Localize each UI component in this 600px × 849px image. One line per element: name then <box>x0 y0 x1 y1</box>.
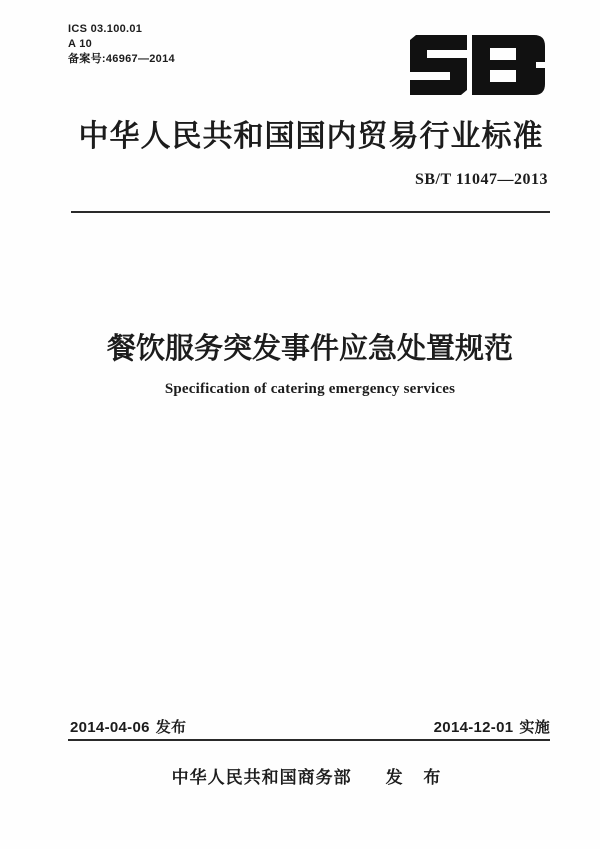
publisher-line <box>60 763 560 788</box>
issue-date-value: 2014-04-06 <box>70 719 150 736</box>
ics-code: ICS 03.100.01 <box>68 23 143 35</box>
implementation-date-value: 2014-12-01 <box>433 719 514 736</box>
date-row <box>70 716 550 737</box>
sb-logo-icon <box>410 34 545 96</box>
document-title-en: Specification of catering emergency services <box>164 381 456 397</box>
header-divider <box>71 211 550 213</box>
standard-org-title: 中华人民共和国国内贸易行业标准 <box>78 120 544 153</box>
standard-number: SB/T 11047—2013 <box>414 171 548 188</box>
implementation-date-label: 实施 <box>519 719 550 736</box>
issue-date-label: 发布 <box>155 719 187 736</box>
publisher-name: 中华人民共和国商务部 <box>171 768 352 787</box>
issue-date <box>70 716 186 737</box>
document-title-cn: 餐饮服务突发事件应急处置规范 <box>106 333 513 365</box>
classification-code: A 10 <box>68 37 93 50</box>
publish-action-label: 发 布 <box>385 768 449 787</box>
doc-meta <box>68 22 175 67</box>
sb-logo <box>410 34 545 96</box>
footer-divider <box>68 739 550 741</box>
record-number: 备案号:46967—2014 <box>68 52 175 65</box>
implementation-date <box>434 716 550 737</box>
